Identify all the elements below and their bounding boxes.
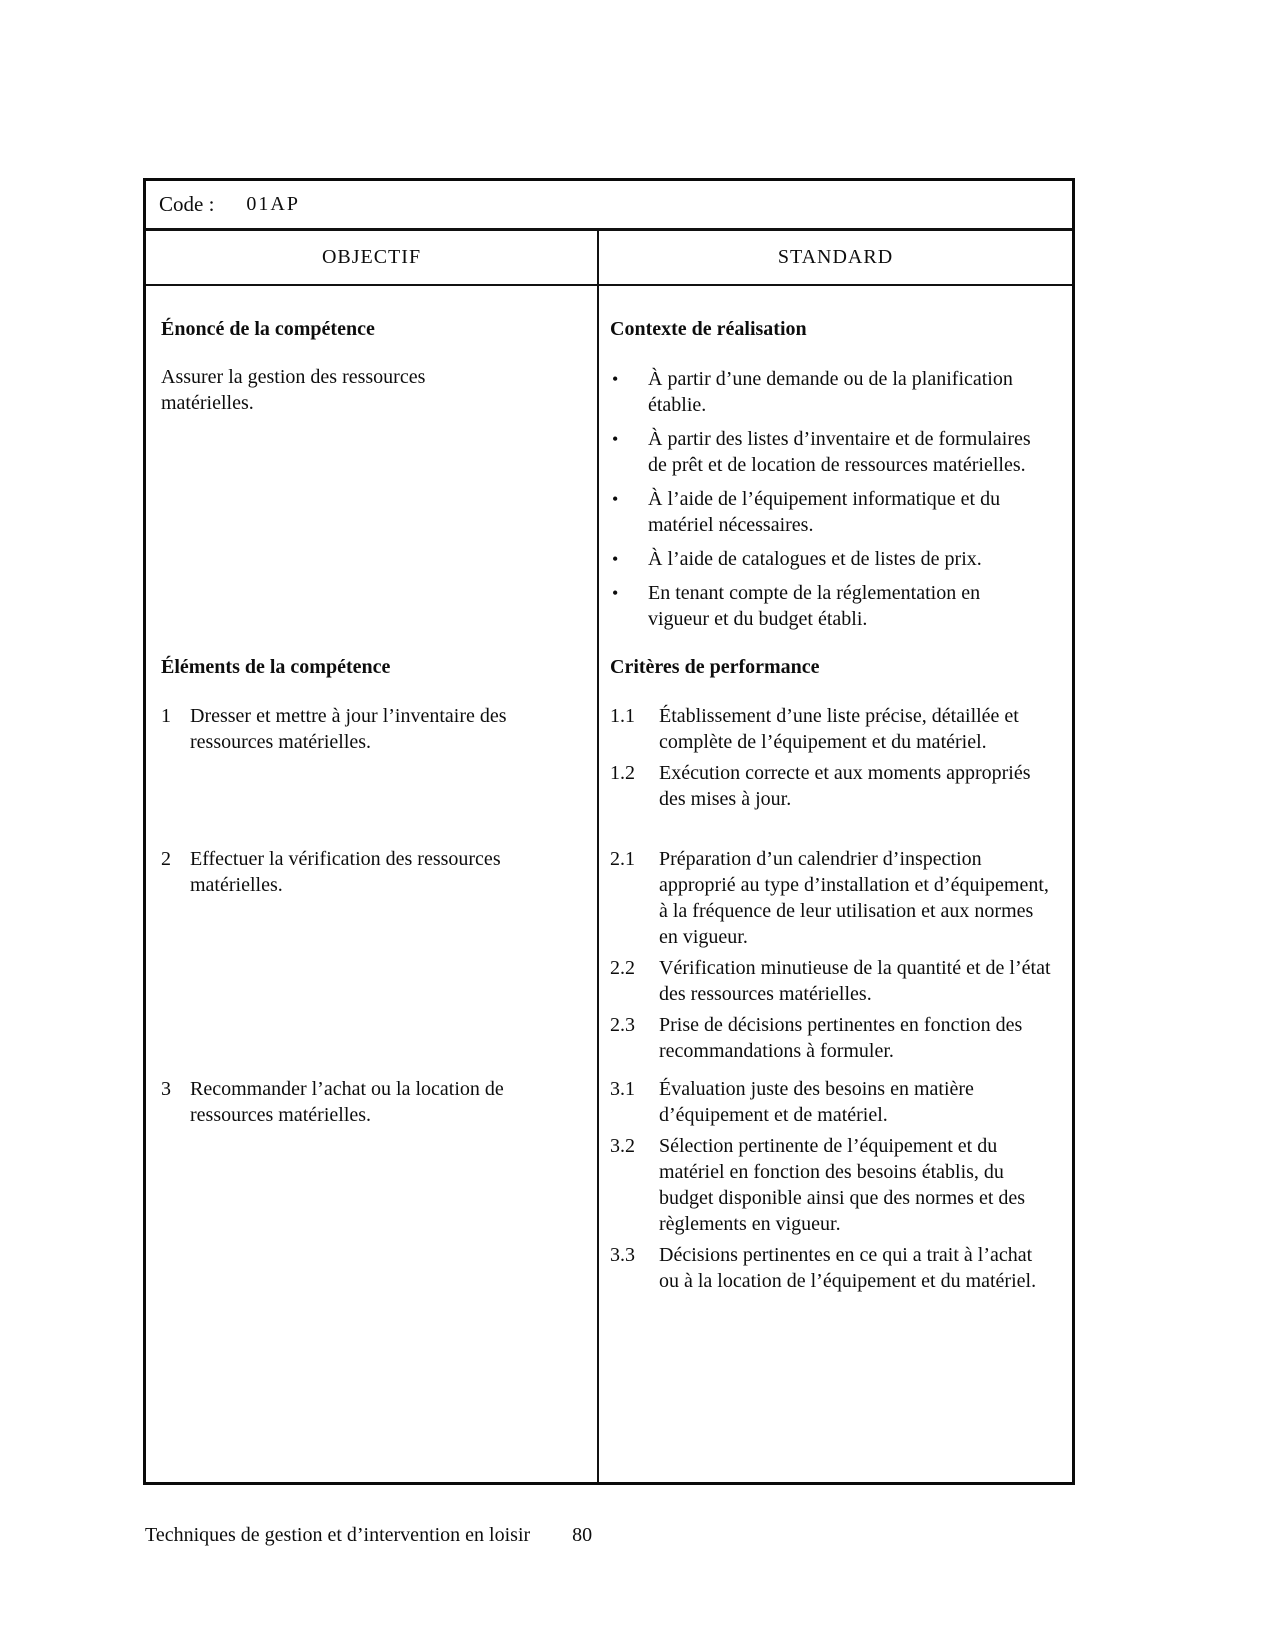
- criterion-text: Évaluation juste des besoins en matière d’équipement et de matériel.: [659, 1078, 974, 1126]
- contexte-title: Contexte de réalisation: [610, 318, 807, 340]
- criteria-cell: [599, 839, 1072, 1069]
- elements-title-cell: [146, 646, 599, 696]
- bullet-text: À l’aide de catalogues et de listes de prix.: [648, 548, 982, 570]
- criterion-number: 1.2: [610, 762, 635, 784]
- enonce-cell: [146, 286, 599, 646]
- page-footer: [145, 1524, 592, 1547]
- criterion-item: [610, 1076, 1072, 1128]
- bullet-icon: •: [612, 549, 619, 569]
- element-text: Dresser et mettre à jour l’inventaire des ressources matérielles.: [190, 705, 507, 753]
- criterion-number: 2.2: [610, 957, 635, 979]
- bullet-text: En tenant compte de la réglementation en vigueur et du budget établi.: [648, 582, 981, 630]
- bullet-icon: •: [612, 489, 619, 509]
- footer-text: Techniques de gestion et d’intervention en loisir: [145, 1524, 531, 1546]
- bullet-icon: •: [612, 429, 619, 449]
- list-item: [612, 426, 1072, 478]
- criterion-text: Préparation d’un calendrier d’inspection approprié au type d’installation et d’équipement, à la fréquence de leur utilisation et aux normes en vigueur.: [659, 848, 1049, 948]
- criterion-item: [610, 703, 1072, 755]
- standard-column-header: STANDARD: [777, 246, 894, 268]
- criteria-cell: [599, 1069, 1072, 1482]
- code-value: 01AP: [246, 193, 300, 215]
- criterion-item: [610, 1012, 1072, 1064]
- element-text: Effectuer la vérification des ressources matérielles.: [190, 848, 501, 896]
- list-item: [612, 580, 1072, 632]
- criterion-number: 2.1: [610, 848, 635, 870]
- list-item: [612, 486, 1072, 538]
- element-text: Recommander l’achat ou la location de ressources matérielles.: [190, 1078, 504, 1126]
- element-cell: [146, 839, 599, 1069]
- row-element-3: [146, 1069, 1072, 1482]
- objectif-column-header: OBJECTIF: [146, 231, 599, 284]
- criterion-number: 3.1: [610, 1078, 635, 1100]
- element-number: 1: [161, 705, 171, 727]
- element-cell: [146, 1069, 599, 1482]
- criterion-number: 2.3: [610, 1014, 635, 1036]
- element-cell: [146, 696, 599, 839]
- criterion-item: [610, 1133, 1072, 1237]
- elements-title: Éléments de la compétence: [161, 656, 391, 678]
- competency-table: [143, 178, 1075, 1485]
- criterion-number: 3.2: [610, 1135, 635, 1157]
- criterion-item: [610, 846, 1072, 950]
- list-item: [612, 546, 1072, 572]
- criterion-text: Établissement d’une liste précise, détaillée et complète de l’équipement et du matériel.: [659, 705, 1019, 753]
- criteres-title-cell: [599, 646, 1072, 696]
- criterion-text: Vérification minutieuse de la quantité et de l’état des ressources matérielles.: [659, 957, 1051, 1005]
- code-row: [146, 181, 1072, 231]
- bullet-icon: •: [612, 583, 619, 603]
- criterion-item: [610, 955, 1072, 1007]
- column-headers: [146, 231, 1072, 286]
- footer-page-number: 80: [572, 1524, 593, 1546]
- bullet-icon: •: [612, 369, 619, 389]
- contexte-bullet-list: [610, 366, 1072, 632]
- element-number: 3: [161, 1078, 171, 1100]
- criterion-text: Prise de décisions pertinentes en fonction des recommandations à formuler.: [659, 1014, 1023, 1062]
- code-label: Code :: [159, 192, 215, 216]
- contexte-cell: [599, 286, 1072, 646]
- criterion-item: [610, 760, 1072, 812]
- row-section-titles: [146, 646, 1072, 696]
- criterion-text: Exécution correcte et aux moments appropriés des mises à jour.: [659, 762, 1031, 810]
- criterion-item: [610, 1242, 1072, 1294]
- criterion-number: 3.3: [610, 1244, 635, 1266]
- criteres-title: Critères de performance: [610, 656, 820, 678]
- bullet-text: À partir des listes d’inventaire et de formulaires de prêt et de location de ressources matérielles.: [648, 428, 1031, 476]
- element-item: [161, 1076, 597, 1128]
- table-body: [146, 286, 1072, 1482]
- row-element-1: [146, 696, 1072, 839]
- criterion-text: Décisions pertinentes en ce qui a trait à l’achat ou à la location de l’équipement et du matériel.: [659, 1244, 1037, 1292]
- list-item: [612, 366, 1072, 418]
- row-element-2: [146, 839, 1072, 1069]
- criteria-cell: [599, 696, 1072, 839]
- criterion-text: Sélection pertinente de l’équipement et du matériel en fonction des besoins établis, du budget disponible ainsi que des normes et des règlements en vigueur.: [659, 1135, 1026, 1235]
- bullet-text: À partir d’une demande ou de la planification établie.: [648, 368, 1013, 416]
- row-enonce-contexte: [146, 286, 1072, 646]
- element-number: 2: [161, 848, 171, 870]
- bullet-text: À l’aide de l’équipement informatique et du matériel nécessaires.: [648, 488, 1001, 536]
- element-item: [161, 846, 597, 898]
- element-item: [161, 703, 597, 755]
- enonce-text: Assurer la gestion des ressources matérielles.: [161, 366, 426, 414]
- enonce-title: Énoncé de la compétence: [161, 318, 375, 340]
- criterion-number: 1.1: [610, 705, 635, 727]
